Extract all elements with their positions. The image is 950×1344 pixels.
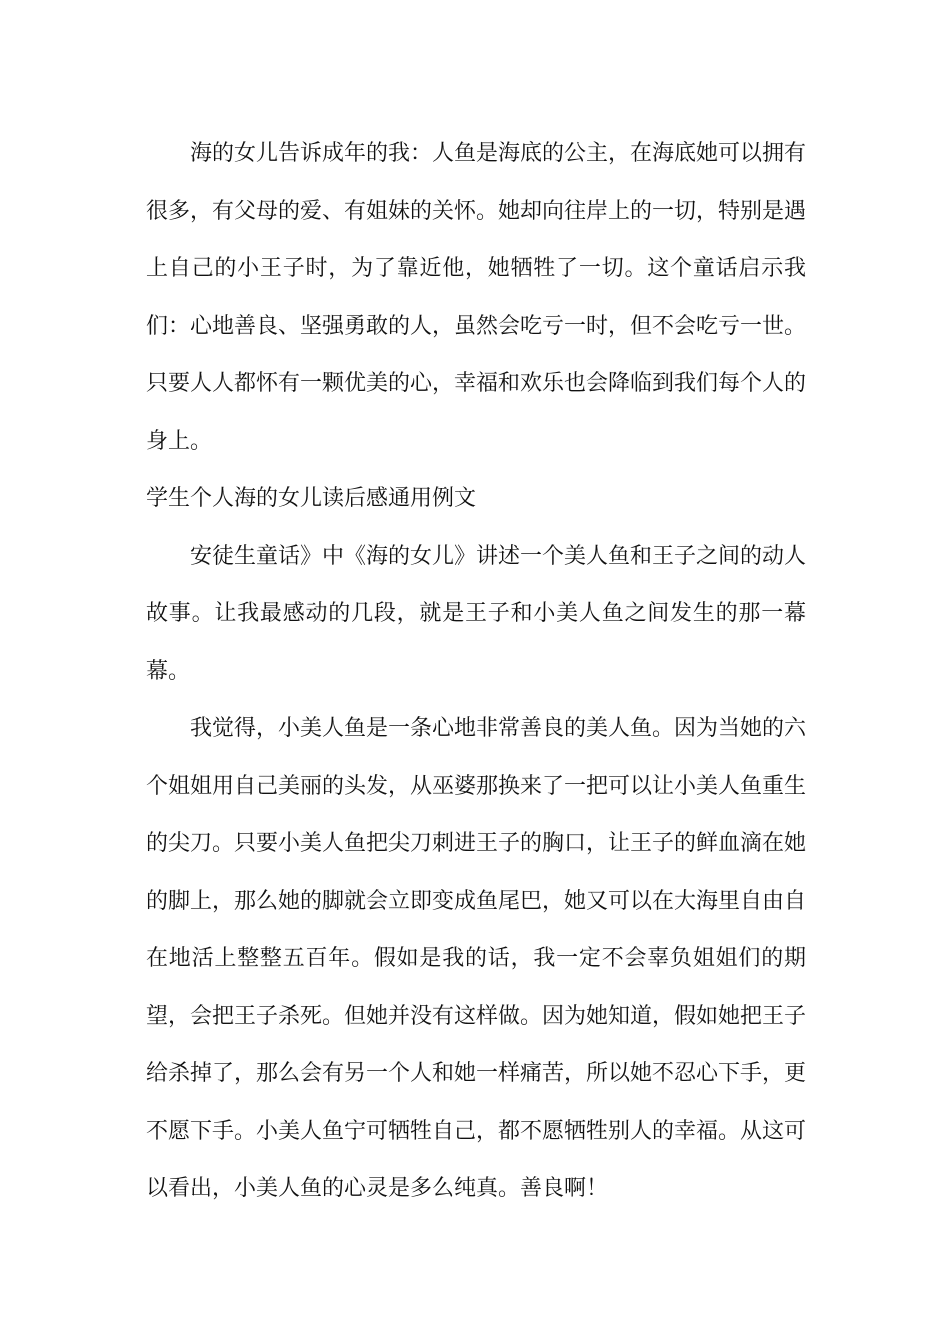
paragraph: 我觉得，小美人鱼是一条心地非常善良的美人鱼。因为当她的六个姐姐用自己美丽的头发，从巫婆那换来了一把可以让小美人鱼重生的尖刀。只要小美人鱼把尖刀刺进王子的胸口，让王子的鲜血滴在她的脚上，那么她的脚就会立即变成鱼尾巴，她又可以在大海里自由自在地活上整整五百年。假如是我的话，我一定不会辜负姐姐们的期望，会把王子杀死。但她并没有这样做。因为她知道，假如她把王子给杀掉了，那么会有另一个人和她一样痛苦，所以她不忍心下手，更不愿下手。小美人鱼宁可牺牲自己，都不愿牺牲别人的幸福。从这可以看出，小美人鱼的心灵是多么纯真。善良啊！: [146, 716, 807, 1201]
section-heading: 学生个人海的女儿读后感通用例文: [146, 486, 477, 511]
paragraph: 海的女儿告诉成年的我：人鱼是海底的公主，在海底她可以拥有很多，有父母的爱、有姐妹的关怀。她却向往岸上的一切，特别是遇上自己的小王子时，为了靠近他，她牺牲了一切。这个童话启示我们：心地善良、坚强勇敢的人，虽然会吃亏一时，但不会吃亏一世。只要人人都怀有一颗优美的心，幸福和欢乐也会降临到我们每个人的身上。: [146, 141, 807, 454]
paragraph: 安徒生童话》中《海的女儿》讲述一个美人鱼和王子之间的动人故事。让我最感动的几段，就是王子和小美人鱼之间发生的那一幕幕。: [146, 543, 807, 684]
document-body: [146, 125, 806, 1218]
